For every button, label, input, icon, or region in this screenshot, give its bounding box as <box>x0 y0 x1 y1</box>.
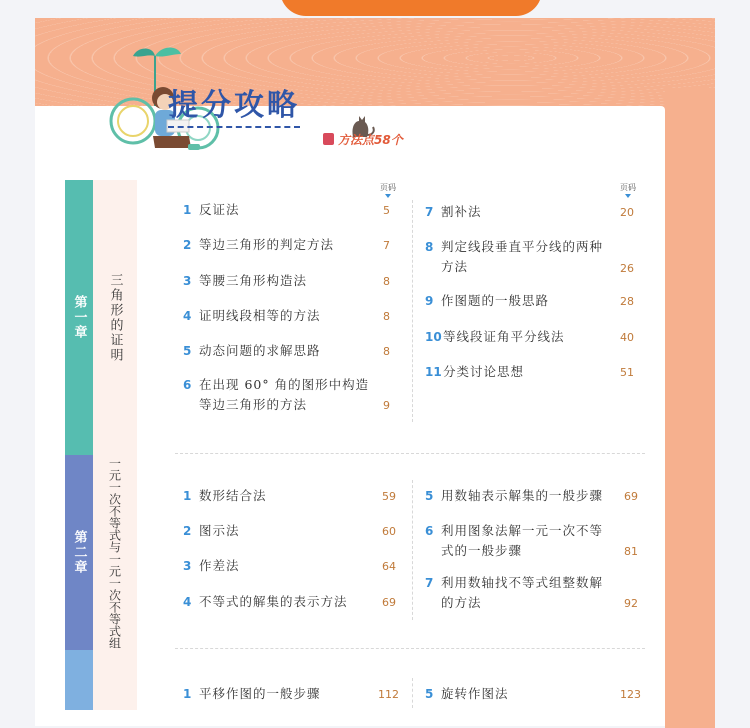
page-number: 7 <box>383 239 390 252</box>
page-number: 69 <box>382 596 396 609</box>
item-text: 作图题的一般思路 <box>441 293 550 308</box>
item-number: 3 <box>183 559 192 573</box>
list-item[interactable] <box>183 486 267 506</box>
item-text: 在出现 60° 角的图形中构造 等边三角形的方法 <box>199 377 370 412</box>
page-number: 20 <box>620 206 634 219</box>
item-number: 7 <box>425 205 434 219</box>
item-number: 2 <box>183 524 192 538</box>
item-text: 图示法 <box>199 523 240 538</box>
item-text: 证明线段相等的方法 <box>199 308 321 323</box>
page-header-label: 页码 <box>620 183 636 192</box>
item-text: 数形结合法 <box>199 488 267 503</box>
chapter-divider <box>175 453 645 454</box>
item-number: 1 <box>183 489 192 503</box>
column-divider <box>412 678 413 708</box>
list-item[interactable] <box>425 521 603 561</box>
list-item[interactable] <box>183 200 240 220</box>
page-number: 8 <box>383 310 390 323</box>
item-text: 利用图象法解一元一次不等 式的一般步骤 <box>441 523 604 558</box>
page-number: 9 <box>383 399 390 412</box>
page-number: 40 <box>620 331 634 344</box>
method-count-text: 方法点58个 <box>338 132 403 147</box>
list-item[interactable] <box>425 486 603 506</box>
list-item[interactable] <box>183 341 321 361</box>
item-text: 割补法 <box>441 204 482 219</box>
list-item[interactable] <box>425 684 509 704</box>
chapter-2-subtitle: 一元一次不等式与一元一次不等式组 <box>93 455 137 650</box>
page-number: 64 <box>382 560 396 573</box>
item-number: 11 <box>425 365 442 379</box>
chapter-2-label: 第二章 <box>65 455 93 650</box>
item-text: 反证法 <box>199 202 240 217</box>
list-item[interactable] <box>183 521 240 541</box>
chapter-3-subtitle <box>93 650 137 710</box>
item-number: 4 <box>183 595 192 609</box>
item-text: 作差法 <box>199 558 240 573</box>
chapter-3-label <box>65 650 93 710</box>
page-number: 28 <box>620 295 634 308</box>
list-item[interactable] <box>425 202 482 222</box>
page-number: 112 <box>378 688 399 701</box>
page-number: 123 <box>620 688 641 701</box>
item-text: 用数轴表示解集的一般步骤 <box>441 488 604 503</box>
item-text: 分类讨论思想 <box>443 364 525 379</box>
item-number: 2 <box>183 238 192 252</box>
page-number: 26 <box>620 262 634 275</box>
item-number: 5 <box>425 687 434 701</box>
chapter-1-subtitle: 三角形的证明 <box>93 180 137 455</box>
item-number: 6 <box>425 524 434 538</box>
column-divider <box>412 480 413 620</box>
list-item[interactable] <box>183 375 369 415</box>
list-item[interactable] <box>425 362 524 382</box>
side-strip <box>665 88 715 728</box>
page-header-label: 页码 <box>380 183 396 192</box>
item-number: 3 <box>183 274 192 288</box>
item-text: 平移作图的一般步骤 <box>199 686 321 701</box>
item-number: 1 <box>183 687 192 701</box>
page-number: 8 <box>383 345 390 358</box>
item-text: 旋转作图法 <box>441 686 509 701</box>
item-number: 4 <box>183 309 192 323</box>
page-number: 69 <box>624 490 638 503</box>
page-number: 8 <box>383 275 390 288</box>
book-icon <box>323 133 334 145</box>
page-number: 59 <box>382 490 396 503</box>
item-text: 利用数轴找不等式组整数解 的方法 <box>441 575 604 610</box>
page-number: 60 <box>382 525 396 538</box>
list-item[interactable] <box>425 291 549 311</box>
list-item[interactable] <box>183 592 348 612</box>
item-text: 不等式的解集的表示方法 <box>199 594 348 609</box>
item-text: 等线段证角平分线法 <box>443 329 565 344</box>
list-item[interactable] <box>183 271 307 291</box>
page-title: 提分攻略 <box>168 80 300 128</box>
list-item[interactable] <box>183 556 240 576</box>
item-text: 判定线段垂直平分线的两种 方法 <box>441 239 604 274</box>
item-number: 7 <box>425 576 434 590</box>
top-tab <box>280 0 542 16</box>
list-item[interactable] <box>183 306 321 326</box>
chapter-divider <box>175 648 645 649</box>
page-number: 51 <box>620 366 634 379</box>
page-number: 92 <box>624 597 638 610</box>
list-item[interactable] <box>425 327 565 347</box>
page-number: 5 <box>383 204 390 217</box>
item-number: 1 <box>183 203 192 217</box>
item-text: 等边三角形的判定方法 <box>199 237 335 252</box>
item-number: 5 <box>183 344 192 358</box>
item-number: 9 <box>425 294 434 308</box>
chapter-1-label: 第一章 <box>65 180 93 455</box>
item-number: 6 <box>183 378 192 392</box>
method-count-badge <box>323 131 403 147</box>
item-number: 8 <box>425 240 434 254</box>
item-text: 动态问题的求解思路 <box>199 343 321 358</box>
item-number: 5 <box>425 489 434 503</box>
list-item[interactable] <box>425 573 603 613</box>
list-item[interactable] <box>183 684 321 704</box>
page-number: 81 <box>624 545 638 558</box>
column-divider <box>412 200 413 422</box>
list-item[interactable] <box>183 235 334 255</box>
list-item[interactable] <box>425 237 603 277</box>
item-text: 等腰三角形构造法 <box>199 273 308 288</box>
item-number: 10 <box>425 330 442 344</box>
chapter-3 <box>65 650 643 710</box>
